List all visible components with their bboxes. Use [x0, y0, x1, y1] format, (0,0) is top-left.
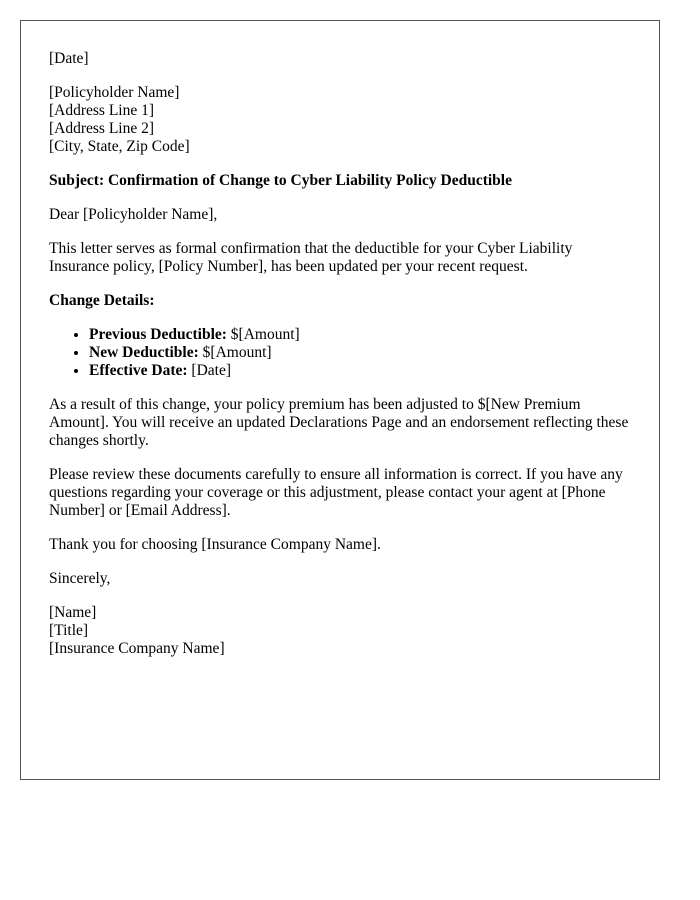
letter-subject: Subject: Confirmation of Change to Cyber Liability Policy Deductible — [49, 172, 512, 189]
letter-page — [20, 20, 660, 780]
closing: Sincerely, — [49, 570, 111, 587]
recipient-address-block — [49, 84, 631, 156]
recipient-address-line-1: [Address Line 1] — [49, 102, 155, 119]
signer-name: [Name] — [49, 604, 97, 621]
recipient-address-line-2: [Address Line 2] — [49, 120, 155, 137]
recipient-name: [Policyholder Name] — [49, 84, 180, 101]
detail-value-previous-deductible: $[Amount] — [230, 326, 300, 343]
signer-company: [Insurance Company Name] — [49, 640, 225, 657]
signer-title: [Title] — [49, 622, 89, 639]
signature-block — [49, 604, 631, 658]
list-item — [89, 362, 631, 380]
list-item — [89, 326, 631, 344]
detail-value-new-deductible: $[Amount] — [202, 344, 272, 361]
detail-value-effective-date: [Date] — [191, 362, 232, 379]
list-item — [89, 344, 631, 362]
review-paragraph: Please review these documents carefully to ensure all information is correct. If you have any questions regarding your coverage or this adjustment, please contact your agent at [Phone Number] or [Email Address]. — [49, 466, 623, 519]
salutation: Dear [Policyholder Name], — [49, 206, 218, 223]
recipient-city-state-zip: [City, State, Zip Code] — [49, 138, 190, 155]
change-details-list — [49, 326, 631, 380]
detail-label-effective-date: Effective Date: — [89, 362, 188, 379]
change-details-heading: Change Details: — [49, 292, 155, 309]
detail-label-previous-deductible: Previous Deductible: — [89, 326, 227, 343]
intro-paragraph: This letter serves as formal confirmation that the deductible for your Cyber Liability Insurance policy, [Policy Number], has been updated per your recent request. — [49, 240, 573, 275]
letter-date: [Date] — [49, 50, 89, 67]
premium-paragraph: As a result of this change, your policy premium has been adjusted to $[New Premium Amount]. You will receive an updated Declarations Page and an endorsement reflecting these changes shortly. — [49, 396, 629, 449]
detail-label-new-deductible: New Deductible: — [89, 344, 199, 361]
thanks-paragraph: Thank you for choosing [Insurance Company Name]. — [49, 536, 381, 553]
